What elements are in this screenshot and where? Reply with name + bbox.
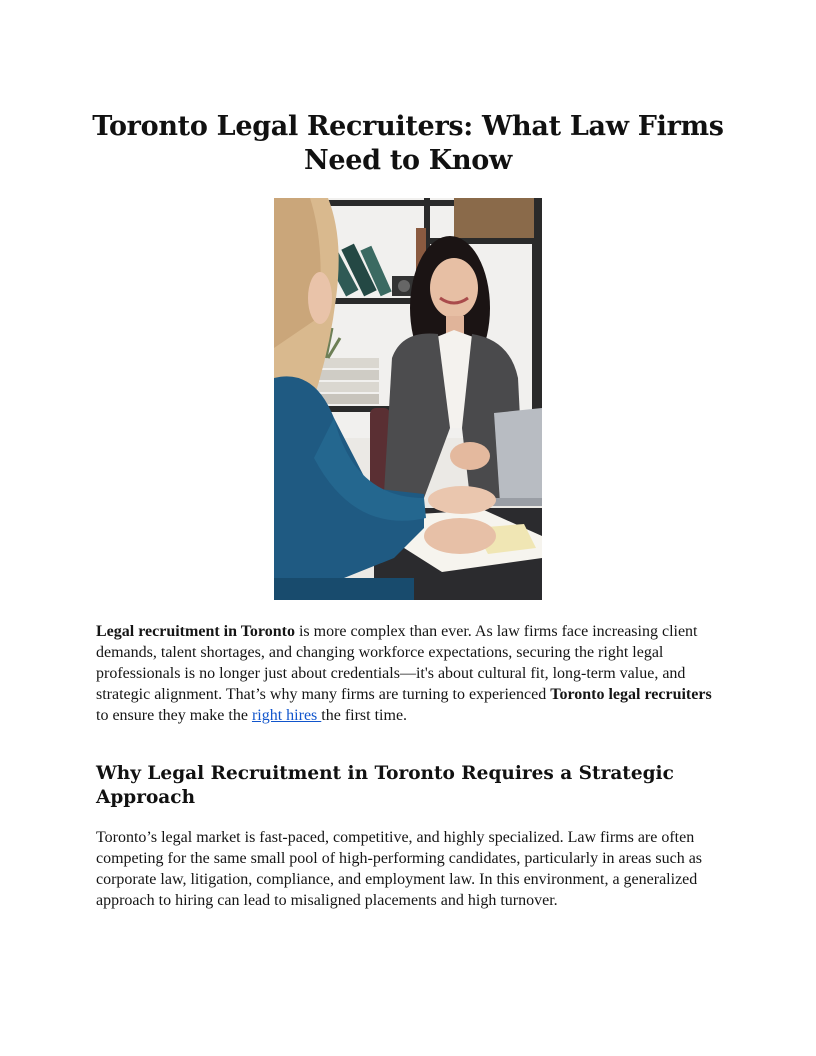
intro-paragraph [96, 621, 724, 726]
intro-text-2: to ensure they make the [96, 707, 252, 724]
hero-image [274, 198, 542, 600]
intro-bold-mid: Toronto legal recruiters [550, 686, 712, 703]
page-title: Toronto Legal Recruiters: What Law Firms Need to Know [92, 111, 724, 176]
section-body: Toronto’s legal market is fast-paced, competitive, and highly specialized. Law firms are often competing for the same small pool of high-performing candidates, particularly in areas such as corporate law, litigation, compliance, and employment law. In this environment, a generalized approach to hiring can lead to misaligned placements and high turnover. [96, 829, 703, 909]
section-heading: Why Legal Recruitment in Toronto Requires a Strategic Approach [96, 763, 674, 808]
intro-text-1: is more complex than ever. As law firms face increasing client demands, talent shortages, and changing workforce expectations, securing the right legal professionals is no longer just about credentials—it's about cultural fit, long-term value, and strategic alignment. That’s why many firms are turning to experienced [96, 623, 698, 703]
photo-two-women-meeting-at-desk-icon [274, 198, 542, 600]
intro-bold-lead: Legal recruitment in Toronto [96, 623, 295, 640]
right-hires-link[interactable]: right hires [251, 707, 322, 724]
intro-text-3: the first time. [321, 707, 408, 724]
